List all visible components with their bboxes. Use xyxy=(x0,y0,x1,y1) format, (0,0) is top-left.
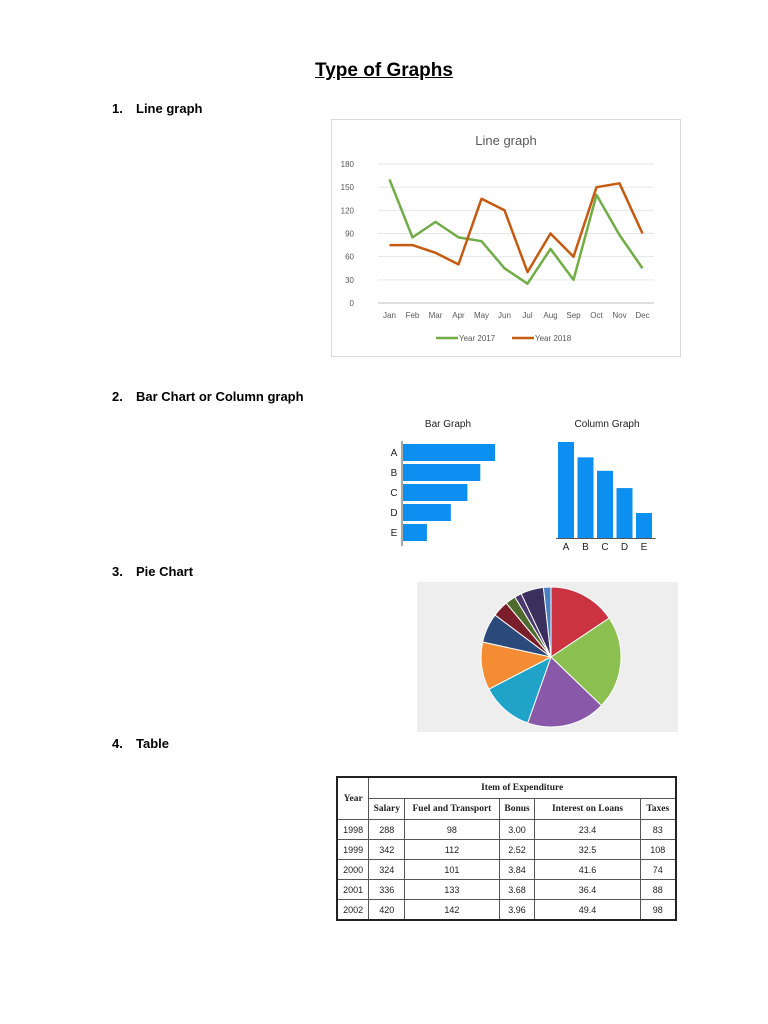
table-header-salary: Salary xyxy=(369,799,405,820)
page-title: Type of Graphs xyxy=(315,60,453,81)
line-series xyxy=(390,179,643,283)
pie-chart-frame xyxy=(417,582,678,732)
table-cell: 342 xyxy=(369,840,405,860)
expenditure-table xyxy=(336,776,677,921)
bar xyxy=(403,504,451,521)
table-cell: 2001 xyxy=(337,880,369,900)
table-cell: 88 xyxy=(640,880,676,900)
column-category-label: E xyxy=(640,542,648,553)
x-tick-label: Jan xyxy=(383,311,396,320)
column xyxy=(636,513,652,538)
chart-title: Column Graph xyxy=(574,419,640,430)
table-cell: 1998 xyxy=(337,820,369,840)
table-cell: 3.68 xyxy=(499,880,535,900)
line-chart-frame xyxy=(331,119,681,357)
column-chart xyxy=(545,410,665,560)
table-cell: 133 xyxy=(405,880,499,900)
bar xyxy=(403,484,467,501)
bar-category-label: D xyxy=(390,508,398,519)
x-tick-label: Apr xyxy=(452,311,465,320)
table-row xyxy=(337,820,676,840)
table-cell: 324 xyxy=(369,860,405,880)
table-cell: 98 xyxy=(405,820,499,840)
table-cell: 420 xyxy=(369,900,405,921)
column xyxy=(578,457,594,538)
table-cell: 1999 xyxy=(337,840,369,860)
table-cell: 142 xyxy=(405,900,499,921)
table-cell: 3.96 xyxy=(499,900,535,921)
table-cell: 101 xyxy=(405,860,499,880)
y-tick-label: 90 xyxy=(345,229,354,239)
y-tick-label: 0 xyxy=(349,299,354,308)
bar-chart xyxy=(372,410,502,560)
table-row xyxy=(337,840,676,860)
x-tick-label: Mar xyxy=(428,311,443,320)
table-header-taxes: Taxes xyxy=(640,799,676,820)
y-tick-label: 60 xyxy=(345,252,354,262)
column xyxy=(558,442,574,538)
column xyxy=(617,488,633,538)
column-category-label: D xyxy=(620,542,629,553)
section-heading-bar-chart xyxy=(112,389,304,404)
section-heading-table xyxy=(112,736,169,751)
x-tick-label: May xyxy=(473,311,490,320)
section-number: 2. xyxy=(112,389,123,404)
table-cell: 2002 xyxy=(337,900,369,921)
table-group-header: Item of Expenditure xyxy=(369,777,676,799)
column xyxy=(597,471,613,538)
chart-title: Line graph xyxy=(475,133,537,148)
section-number: 4. xyxy=(112,736,123,751)
table-cell: 41.6 xyxy=(535,860,640,880)
bar-category-label: E xyxy=(390,528,398,539)
bar-category-label: B xyxy=(390,468,398,479)
table-cell: 336 xyxy=(369,880,405,900)
table-cell: 108 xyxy=(640,840,676,860)
table-body xyxy=(337,820,676,921)
x-tick-label: Jul xyxy=(522,311,533,320)
table-cell: 83 xyxy=(640,820,676,840)
table-row xyxy=(337,880,676,900)
section-label: Pie Chart xyxy=(136,564,194,579)
table-cell: 3.00 xyxy=(499,820,535,840)
section-label: Line graph xyxy=(136,101,203,116)
legend-label: Year 2018 xyxy=(535,334,572,343)
x-tick-label: Nov xyxy=(612,311,627,320)
x-tick-label: Feb xyxy=(405,311,420,320)
table-header-interest: Interest on Loans xyxy=(535,799,640,820)
section-heading-pie-chart xyxy=(112,564,193,579)
column-category-label: B xyxy=(582,542,589,553)
bar-chart-frame xyxy=(372,410,502,560)
x-tick-label: Jun xyxy=(498,311,511,320)
table-row xyxy=(337,900,676,921)
line-chart xyxy=(332,120,680,356)
table-header-bonus: Bonus xyxy=(499,799,535,820)
section-number: 1. xyxy=(112,101,123,116)
section-number: 3. xyxy=(112,564,123,579)
section-heading-line-graph xyxy=(112,101,202,116)
section-label: Bar Chart or Column graph xyxy=(136,389,304,404)
pie-chart xyxy=(417,582,678,732)
column-category-label: A xyxy=(562,542,570,553)
table-cell: 288 xyxy=(369,820,405,840)
bar-category-label: C xyxy=(390,488,398,499)
chart-title: Bar Graph xyxy=(424,419,472,430)
column-chart-frame xyxy=(545,410,665,560)
y-tick-label: 150 xyxy=(340,183,354,193)
y-tick-label: 120 xyxy=(340,206,354,216)
table-cell: 2.52 xyxy=(499,840,535,860)
x-tick-label: Sep xyxy=(566,311,581,320)
section-label: Table xyxy=(136,736,169,751)
x-tick-label: Aug xyxy=(543,311,558,320)
table-cell: 112 xyxy=(405,840,499,860)
table-cell: 74 xyxy=(640,860,676,880)
y-tick-label: 180 xyxy=(340,160,354,169)
bar xyxy=(403,464,480,481)
y-tick-label: 30 xyxy=(345,275,354,285)
bar xyxy=(403,444,495,461)
table-row xyxy=(337,860,676,880)
table-header-year: Year xyxy=(337,777,369,820)
bar-category-label: A xyxy=(390,448,398,459)
x-tick-label: Oct xyxy=(590,311,603,320)
table-cell: 3.84 xyxy=(499,860,535,880)
bar xyxy=(403,524,427,541)
x-tick-label: Dec xyxy=(635,311,650,320)
table-cell: 98 xyxy=(640,900,676,921)
table-cell: 23.4 xyxy=(535,820,640,840)
table-cell: 32.5 xyxy=(535,840,640,860)
table-header-fuel: Fuel and Transport xyxy=(405,799,499,820)
table-cell: 49.4 xyxy=(535,900,640,921)
table-cell: 36.4 xyxy=(535,880,640,900)
legend-label: Year 2017 xyxy=(459,334,496,343)
table-cell: 2000 xyxy=(337,860,369,880)
column-category-label: C xyxy=(601,542,609,553)
